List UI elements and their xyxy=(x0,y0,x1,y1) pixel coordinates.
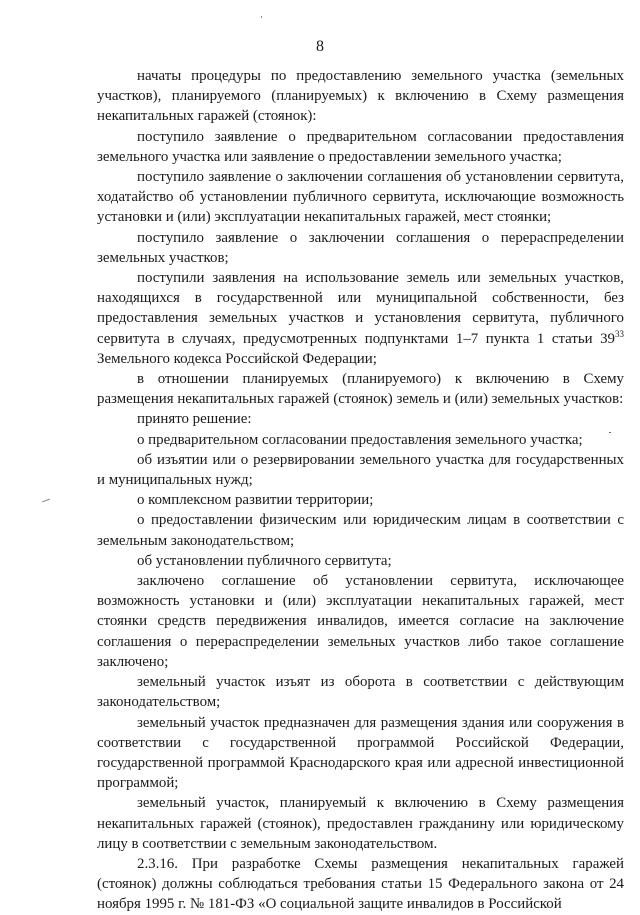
paragraph: о комплексном развитии территории; xyxy=(137,492,374,509)
paragraph: земельный участок, планируемый к включению в Схему размещения некапитальных гаражей (стоянок), предоставлен гражданину или юридическому лицу в соответствии с земельным законодательством. xyxy=(97,795,624,852)
page-number: 8 xyxy=(316,38,324,55)
scan-speck xyxy=(261,16,262,18)
paragraph: в отношении планируемых (планируемого) к включению в Схему размещения некапитальных гаражей (стоянок) земель и (или) земельных участков: xyxy=(97,371,624,408)
scan-speck xyxy=(42,499,50,503)
document-body xyxy=(97,66,624,915)
paragraph: земельный участок изъят из оборота в соответствии с действующим законодательством; xyxy=(97,674,624,711)
paragraph: об установлении публичного сервитута; xyxy=(137,552,392,569)
paragraph: заключено соглашение об установлении сервитута, исключающее возможность установки и (или) эксплуатации некапитальных гаражей, мест стоянки средств передвижения инвалидов, имеется согласие на заключение соглашения о перераспределении земельных участков либо такое соглашение заключено; xyxy=(97,573,624,670)
paragraph: о предварительном согласовании предоставления земельного участка; xyxy=(137,431,583,448)
paragraph: принято решение: xyxy=(137,411,252,428)
paragraph: поступило заявление о заключении соглашения о перераспределении земельных участков; xyxy=(97,229,624,266)
paragraph: поступило заявление о предварительном согласовании предоставления земельного участка или заявление о предоставлении земельного участка; xyxy=(97,128,624,165)
paragraph: земельный участок предназначен для размещения здания или сооружения в соответствии с государственной программой Российской Федерации, государственной программой Краснодарского края или адресной инвестиционной программой; xyxy=(97,714,624,792)
paragraph: поступило заявление о заключении соглашения об установлении сервитута, ходатайство об установлении публичного сервитута, исключающие возможность установки и (или) эксплуатации некапитальных гаражей, мест стоянки; xyxy=(97,169,624,226)
paragraph: поступили заявления на использование земель или земельных участков, находящихся в государственной или муниципальной собственности, без предоставления земельных участков и установления сервитута, публичного сервитута в случаях, предусмотренных подпунктами 1–7 пункта 1 статьи $39^{33}$ Земельного кодекса Российской Федерации; xyxy=(97,270,624,367)
paragraph: об изъятии или о резервировании земельного участка для государственных и муниципальных нужд; xyxy=(97,451,624,489)
superscript: 33 xyxy=(615,328,624,339)
paragraph: начаты процедуры по предоставлению земельного участка (земельных участков), планируемого (планируемых) к включению в Схему размещения некапитальных гаражей (стоянок): xyxy=(97,68,624,125)
paragraph: о предоставлении физическим или юридическим лицам в соответствии с земельным законодательством; xyxy=(97,512,624,549)
paragraph: 2.3.16. При разработке Схемы размещения некапитальных гаражей (стоянок) должны соблюдаться требования статьи 15 Федерального закона от 24 ноября 1995 г. № 181-ФЗ «О социальной защите инвалидов в Российской xyxy=(97,855,624,913)
